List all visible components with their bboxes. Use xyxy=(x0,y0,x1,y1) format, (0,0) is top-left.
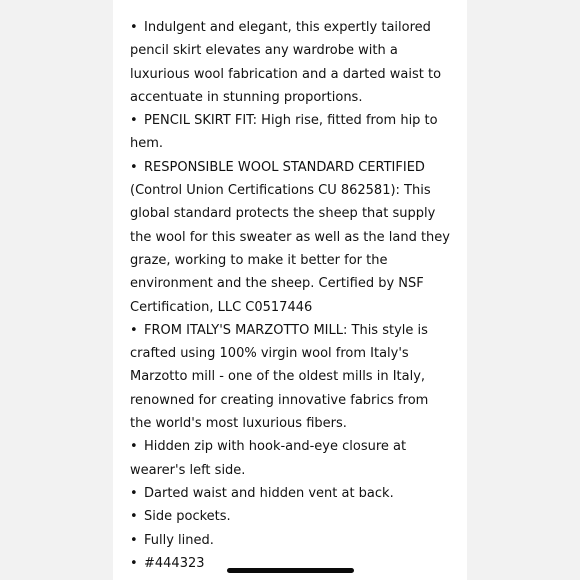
description-item xyxy=(130,319,452,435)
description-item-text: Side pockets. xyxy=(144,509,231,525)
product-description-panel xyxy=(113,0,467,580)
bullet-icon: • xyxy=(130,322,138,338)
bullet-icon: • xyxy=(130,485,138,501)
description-item xyxy=(130,109,452,156)
product-description-list xyxy=(130,16,452,575)
bullet-icon: • xyxy=(130,20,138,35)
bullet-icon: • xyxy=(130,113,138,129)
description-item xyxy=(130,16,452,109)
bullet-icon: • xyxy=(130,509,138,525)
description-item-text: Darted waist and hidden vent at back. xyxy=(144,485,394,501)
description-item-text: Hidden zip with hook-and-eye closure at wearer's left side. xyxy=(130,439,407,478)
home-indicator-bar[interactable] xyxy=(227,568,354,573)
bullet-icon: • xyxy=(130,159,138,175)
description-item xyxy=(130,505,452,528)
description-item xyxy=(130,482,452,505)
description-item xyxy=(130,435,452,482)
bullet-icon: • xyxy=(130,555,138,571)
description-item-text: Indulgent and elegant, this expertly tailored pencil skirt elevates any wardrobe with a luxurious wool fabrication and a darted waist to accentuate in stunning proportions. xyxy=(130,20,442,105)
description-item xyxy=(130,529,452,552)
description-item-text: RESPONSIBLE WOOL STANDARD CERTIFIED (Control Union Certifications CU 862581): This global standard protects the sheep that supply the wool for this sweater as well as the land they graze, working to make it better for the environment and the sheep. Certified by NSF Certification, LLC C0517446 xyxy=(130,159,450,315)
description-item-text: #444323 xyxy=(144,555,205,571)
bullet-icon: • xyxy=(130,532,138,548)
bullet-icon: • xyxy=(130,439,138,455)
description-item-text: FROM ITALY'S MARZOTTO MILL: This style is crafted using 100% virgin wool from Italy's Marzotto mill - one of the oldest mills in Italy, renowned for creating innovative fabrics from the world's most luxurious fibers. xyxy=(130,322,429,432)
description-item xyxy=(130,156,452,319)
description-item-text: Fully lined. xyxy=(144,532,214,548)
description-item-text: PENCIL SKIRT FIT: High rise, fitted from hip to hem. xyxy=(130,113,438,152)
